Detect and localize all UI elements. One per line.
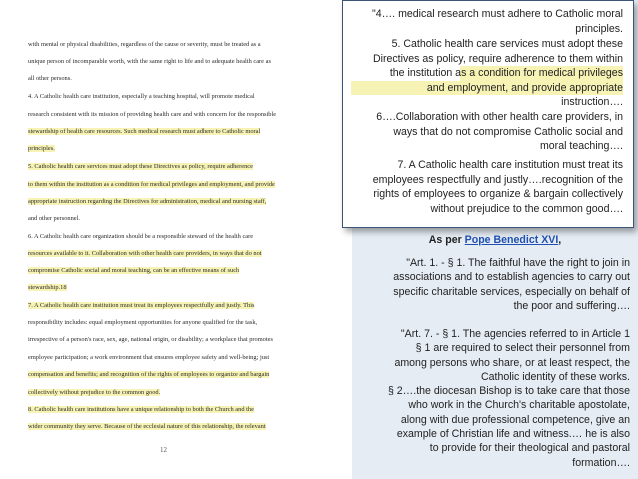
callout-line: 5. Catholic health care services must adopt these (391, 38, 623, 50)
callout-line: instruction…. (561, 96, 623, 109)
papal-quote-section (352, 229, 638, 479)
papal-line: "Art. 1. - § 1. The faithful have the right to join in (406, 257, 630, 269)
papal-line: among persons who share, or at least respect, the (394, 356, 630, 369)
line-text: 4. A Catholic health care institution, especially a teaching hospital, will promote medical (28, 93, 255, 100)
document-line (28, 406, 254, 413)
document-line (28, 371, 269, 378)
line-text: unique person of incomparable worth, with the same right to life and to adequate health care as (28, 58, 271, 65)
quote-callout (342, 0, 634, 228)
line-text: irrespective of a person's race, sex, age, national origin, or disability; a workplace that promotes (28, 336, 273, 343)
callout-line: without prejudice to the common good…. (430, 202, 623, 215)
callout-line: moral teaching…. (539, 140, 623, 153)
document-line (28, 302, 254, 309)
papal-line: Catholic identity of these works. (481, 370, 630, 383)
callout-line: and employment, and provide appropriate (351, 81, 623, 96)
callout-line: rights of employees to organize & bargain collectively (373, 188, 623, 201)
document-line (28, 336, 273, 343)
document-line (28, 128, 260, 135)
document-line (28, 389, 160, 396)
highlighted-text: wider community they serve. Because of the ecclesial nature of this relationship, the relevant (28, 423, 266, 430)
highlighted-text: stewardship of health care resources. Such medical research must adhere to Catholic moral (28, 128, 261, 135)
papal-line: formation…. (572, 456, 630, 469)
highlighted-text: compensation and benefits; and recognition of the rights of employees to organize and bargain (28, 371, 270, 378)
papal-line: "Art. 7. - § 1. The agencies referred to in Article 1 (400, 328, 630, 340)
document-line (28, 75, 72, 82)
art7-quote (360, 327, 630, 470)
callout-line: the institution as a condition for medical privileges (351, 66, 623, 81)
document-line (28, 215, 80, 222)
line-text: all other persons. (28, 75, 72, 82)
document-line (28, 93, 255, 100)
document-line (28, 267, 239, 274)
papal-title-suffix: , (558, 234, 562, 246)
art1-quote (360, 256, 630, 313)
papal-line: along with due professional competence, give an (400, 413, 630, 426)
callout-line: Directives as policy, require adherence to them within (372, 52, 623, 65)
highlighted-text: stewardship.18 (28, 284, 67, 291)
callout-line: ways that do not compromise Catholic social and (393, 125, 623, 138)
document-line (28, 163, 253, 170)
papal-line: who work in the Church's charitable apostolate, (408, 399, 630, 412)
callout-paragraph (351, 7, 623, 36)
callout-paragraph (351, 37, 623, 110)
document-line (28, 319, 257, 326)
line-text: and other personnel. (28, 215, 80, 222)
callout-paragraph (351, 110, 623, 154)
document-line (28, 145, 55, 152)
line-text: responsibility includes: equal employment opportunities for anyone qualified for the task, (28, 319, 258, 326)
papal-title-prefix: As per (428, 234, 465, 246)
document-line (28, 284, 67, 291)
document-line (28, 423, 266, 430)
document-line (28, 233, 253, 240)
callout-line: 7. A Catholic health care institution must treat its (397, 159, 623, 171)
highlighted-text: 5. Catholic health care services must adopt these Directives as policy, require adherence (28, 163, 253, 170)
highlighted-text: resources available to it. Collaboration with other health care providers, in ways that do not (28, 250, 262, 257)
line-text: research consistent with its mission of providing health care and with concern for the responsible (28, 111, 277, 118)
papal-line: associations and to establish agencies to carry out (393, 271, 630, 284)
document-line (28, 198, 266, 205)
papal-title (352, 233, 638, 247)
papal-line: example of Christian life and witness.… he is also (396, 428, 630, 441)
line-text: employee participation; a work environment that ensures employee safety and well-being; just (28, 354, 270, 361)
document-line (28, 41, 261, 48)
callout-line: employees respectfully and justly….recognition of the (372, 173, 623, 186)
line-text: with mental or physical disabilities, regardless of the cause or severity, must be treated as a (28, 41, 261, 48)
document-line (28, 111, 276, 118)
callout-paragraph (351, 158, 623, 216)
highlighted-text: 7. A Catholic health care institution must treat its employees respectfully and justly. This (28, 302, 255, 309)
highlighted-text: 8. Catholic health care institutions have a unique relationship to both the Church and the (28, 406, 254, 413)
papal-line: the poor and suffering…. (513, 299, 630, 312)
document-line (28, 58, 271, 65)
callout-line: "4…. medical research must adhere to Catholic moral (371, 8, 623, 20)
highlighted-text: compromise Catholic social and moral teaching, can be an effective means of such (28, 267, 240, 274)
papal-line: specific charitable services, especially on behalf of (393, 285, 630, 298)
document-line (28, 250, 262, 257)
papal-line: to provide for their theological and pastoral (429, 442, 630, 455)
highlighted-text: to them within the institution as a condition for medical privileges and employment, and provide (28, 181, 275, 188)
callout-line: 6….Collaboration with other health care providers, in (376, 111, 623, 123)
papal-line: § 2….the diocesan Bishop is to take care that those (387, 385, 630, 398)
highlighted-text: principles. (28, 145, 55, 152)
line-text: 6. A Catholic health care organization should be a responsible steward of the health care (28, 233, 254, 240)
document-line (28, 181, 275, 188)
highlighted-text: collectively without prejudice to the common good. (28, 389, 161, 396)
page-number: 12 (160, 446, 167, 454)
callout-line: principles. (575, 22, 623, 35)
pope-benedict-link[interactable]: Pope Benedict XVI (464, 234, 559, 246)
highlighted-text: appropriate instruction regarding the Directives for administration, medical and nursing staff, (28, 198, 267, 205)
document-line (28, 354, 269, 361)
papal-line: § 1 are required to select their personnel from (415, 342, 630, 355)
